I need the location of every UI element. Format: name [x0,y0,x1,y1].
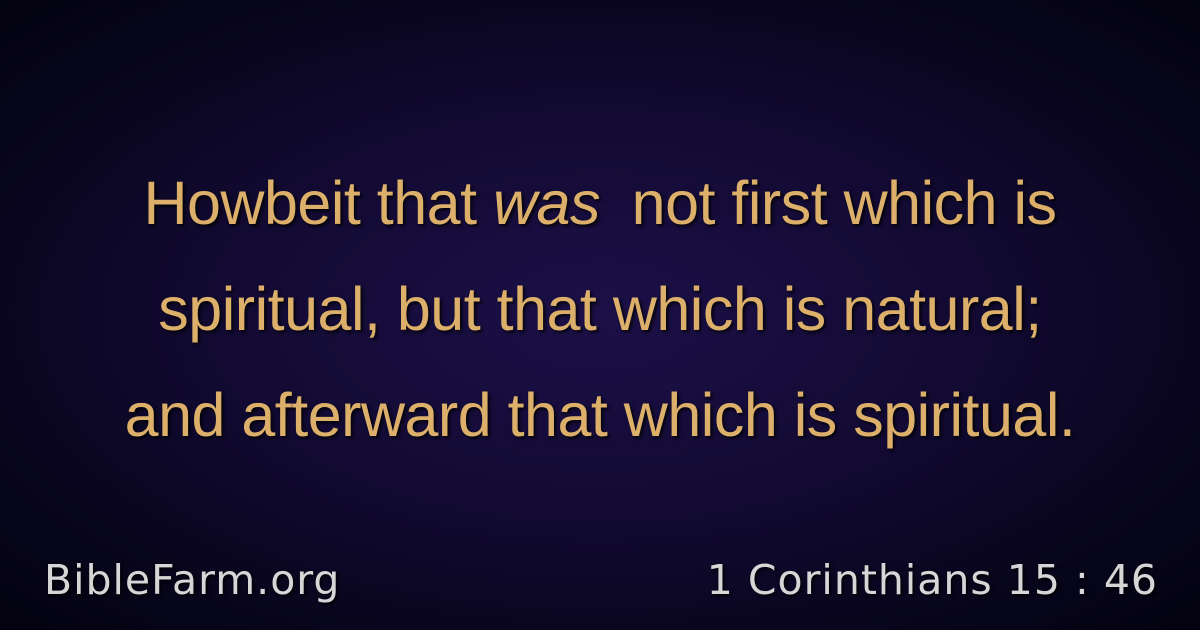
verse-line-1-end: not first which is [615,169,1057,237]
verse-italic-word: was [492,169,600,237]
verse-text [20,150,1180,468]
verse-line-1 [20,150,1180,256]
verse-line-3: and afterward that which is spiritual. [124,381,1076,449]
site-name: BibleFarm.org [44,556,341,604]
verse-line-2: spiritual, but that which is natural; [158,275,1042,343]
verse-line-1-start: Howbeit that [143,169,493,237]
verse-reference: 1 Corinthians 15 : 46 [706,556,1158,604]
